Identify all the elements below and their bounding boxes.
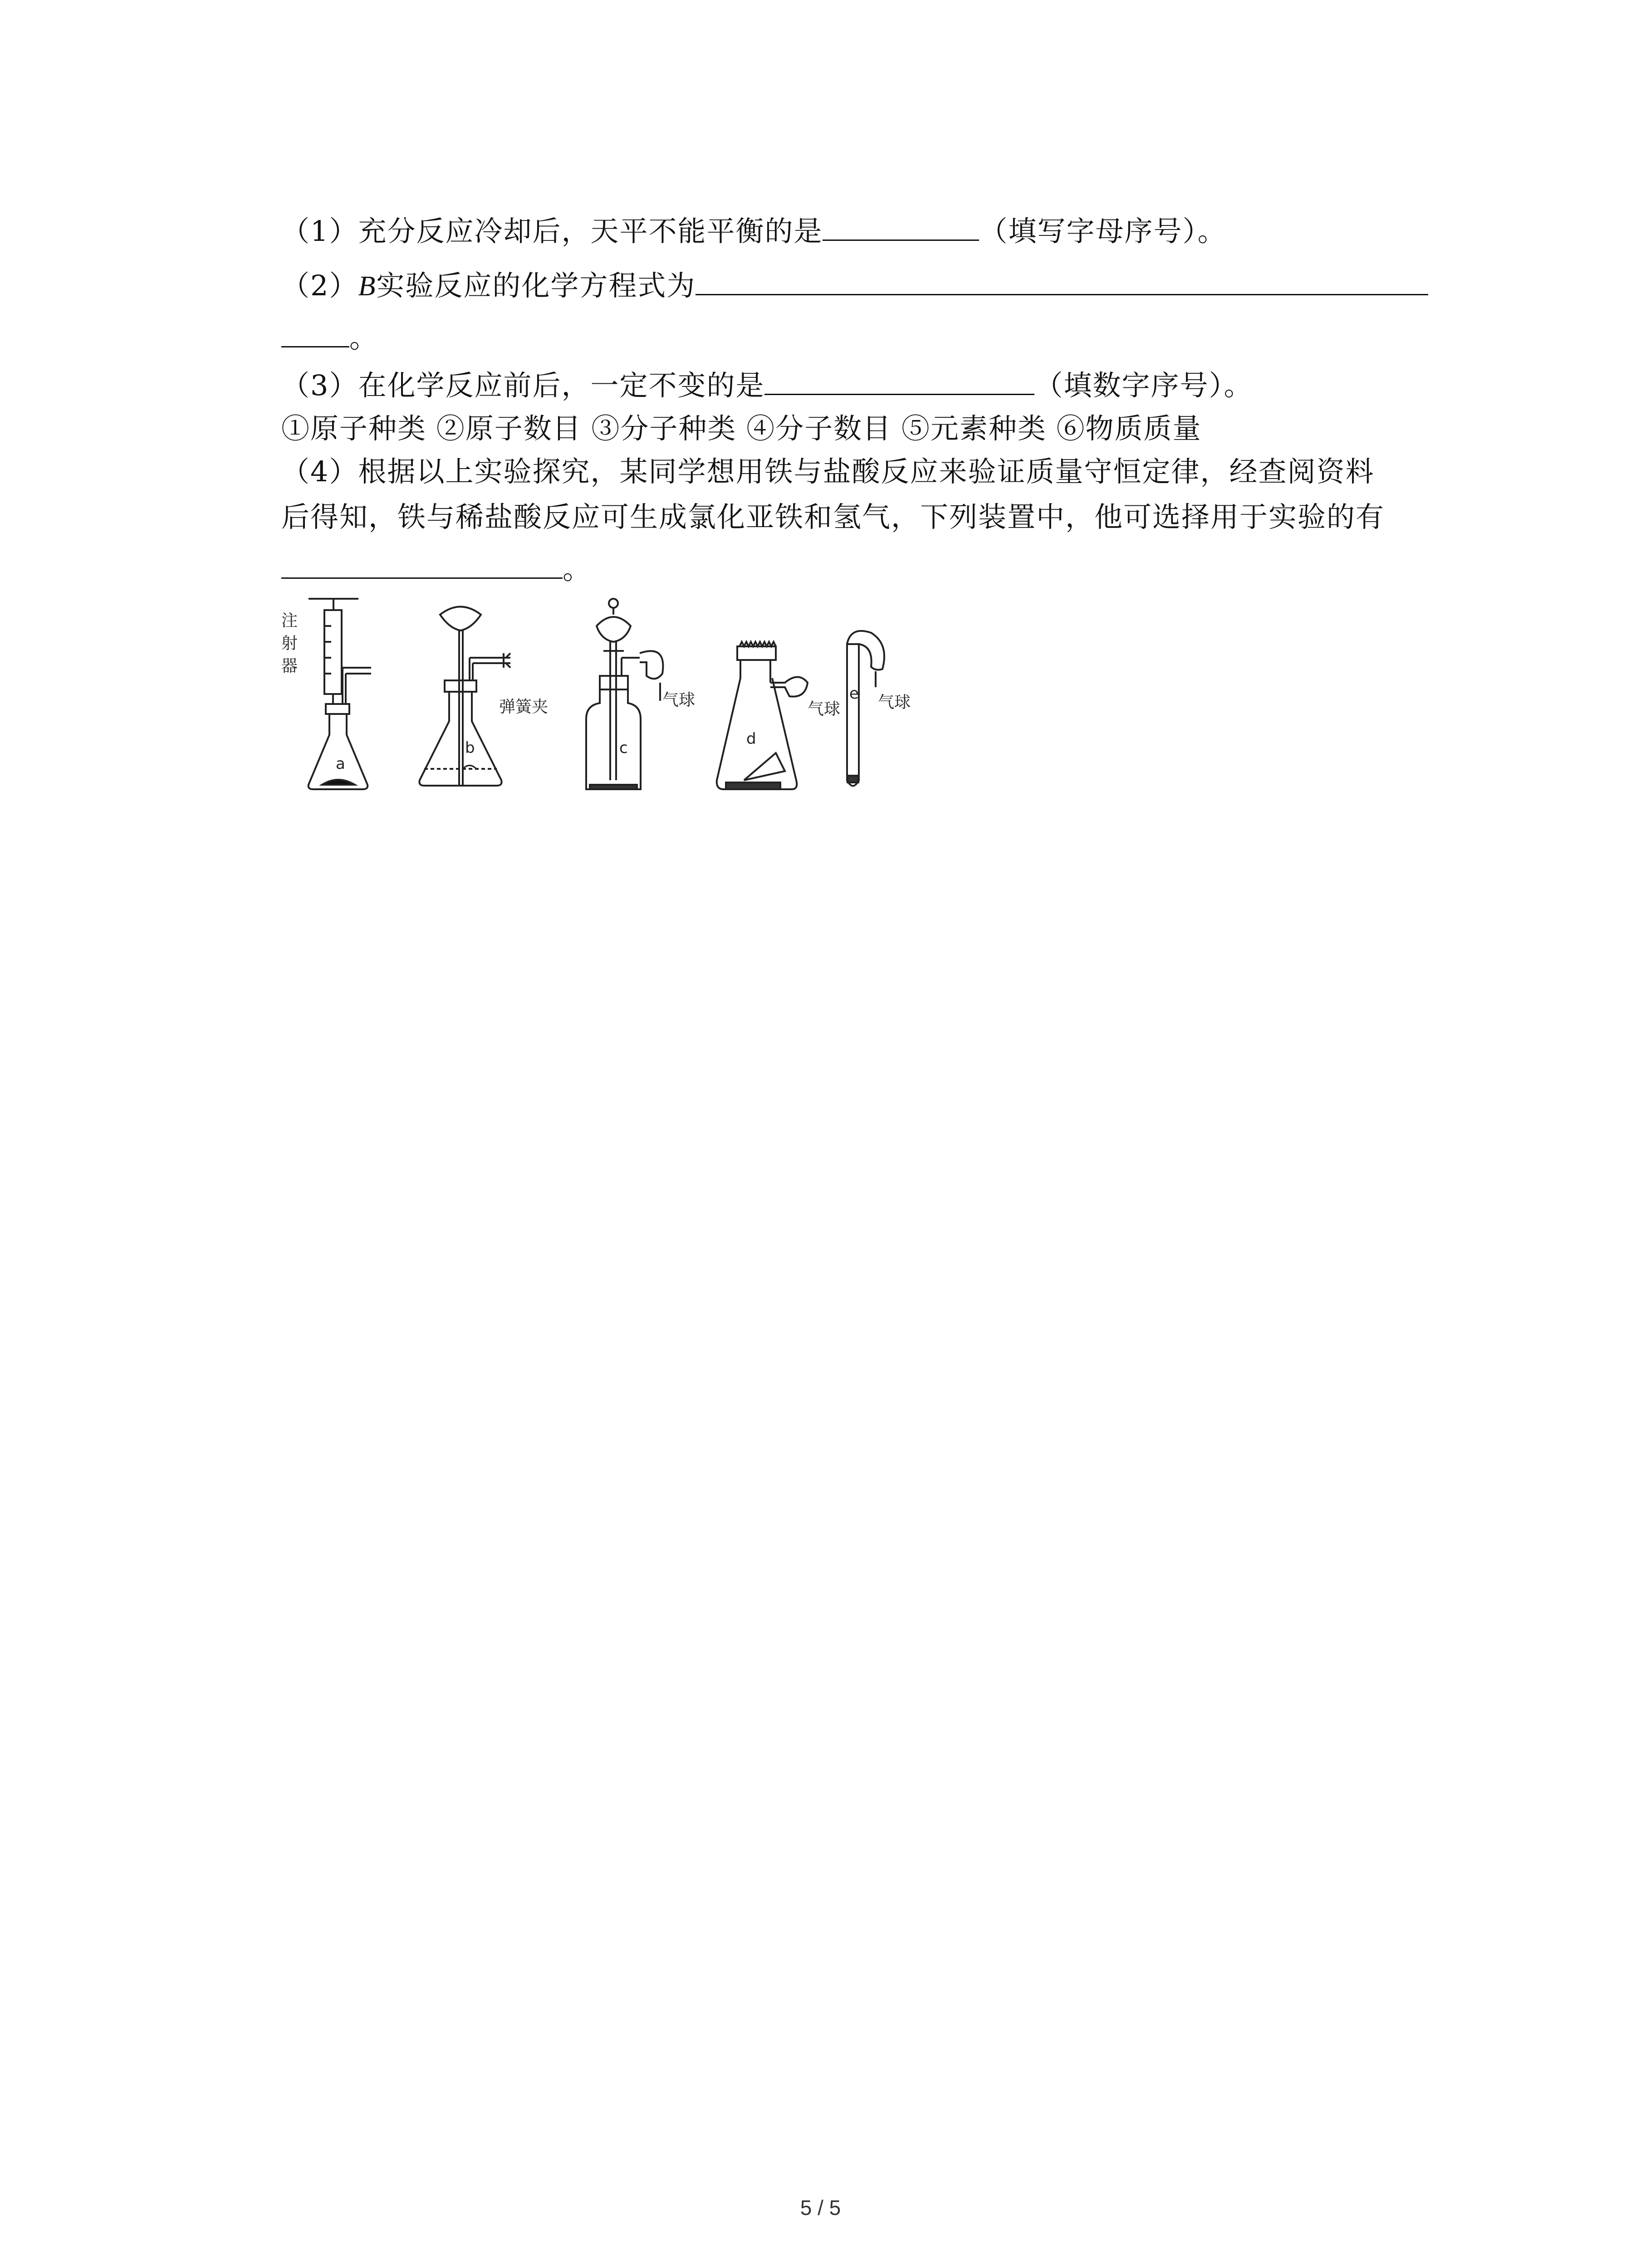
question-4-line1 [281,454,1374,490]
question-1-suffix: （填写字母序号）。 [979,215,1227,248]
label-e: e [849,684,859,703]
question-4-line3 [281,551,592,587]
clamp-label: 弹簧夹 [499,698,549,716]
syringe-label-2: 射 [281,634,298,653]
syringe-label-3: 器 [281,657,298,675]
question-3-suffix: （填数字序号）。 [1034,369,1253,402]
answer-blank-4[interactable] [281,551,563,579]
question-2-italic: B [358,271,377,302]
balloon-label-c: 气球 [662,691,696,709]
question-2-end: 。 [349,321,379,354]
answer-blank-3[interactable] [764,367,1034,395]
balloon-label-d: 气球 [808,700,841,719]
apparatus-figure [272,590,980,803]
question-1-text: （1）充分反应冷却后，天平不能平衡的是 [281,215,823,248]
question-2-number: （2） [281,269,358,302]
question-3-text: （3）在化学反应前后，一定不变的是 [281,369,765,402]
options-text: ①原子种类 ②原子数目 ③分子种类 ④分子数目 ⑤元素种类 ⑥物质质量 [281,412,1202,445]
question-4-line2 [281,499,1385,535]
label-b: b [465,739,475,757]
label-c: c [619,739,628,757]
question-2-text: 实验反应的化学方程式为 [376,269,696,302]
apparatus-b [419,607,510,786]
question-3 [281,367,1253,404]
label-d: d [746,730,756,748]
syringe-label-1: 注 [281,611,298,630]
answer-blank-2b[interactable] [281,320,349,347]
page-footer [0,2195,1641,2220]
question-4-end: 。 [563,552,592,586]
question-1 [281,213,1226,249]
question-4-text-1: （4）根据以上实验探究，某同学想用铁与盐酸反应来验证质量守恒定律，经查阅资料 [281,455,1375,488]
apparatus-d [717,642,808,789]
question-4-text-2: 后得知，铁与稀盐酸反应可生成氯化亚铁和氢气，下列装置中，他可选择用于实验的有 [281,500,1385,533]
options-line [281,411,1202,447]
balloon-label-e: 气球 [878,693,911,712]
apparatus-c [586,599,663,789]
page-number: 5 / 5 [800,2196,841,2219]
answer-blank-2a[interactable] [696,268,1428,295]
question-2 [281,268,1428,304]
apparatus-drawing [272,590,980,803]
label-a: a [336,755,345,773]
question-2-cont [281,320,378,356]
answer-blank-1[interactable] [823,213,979,241]
